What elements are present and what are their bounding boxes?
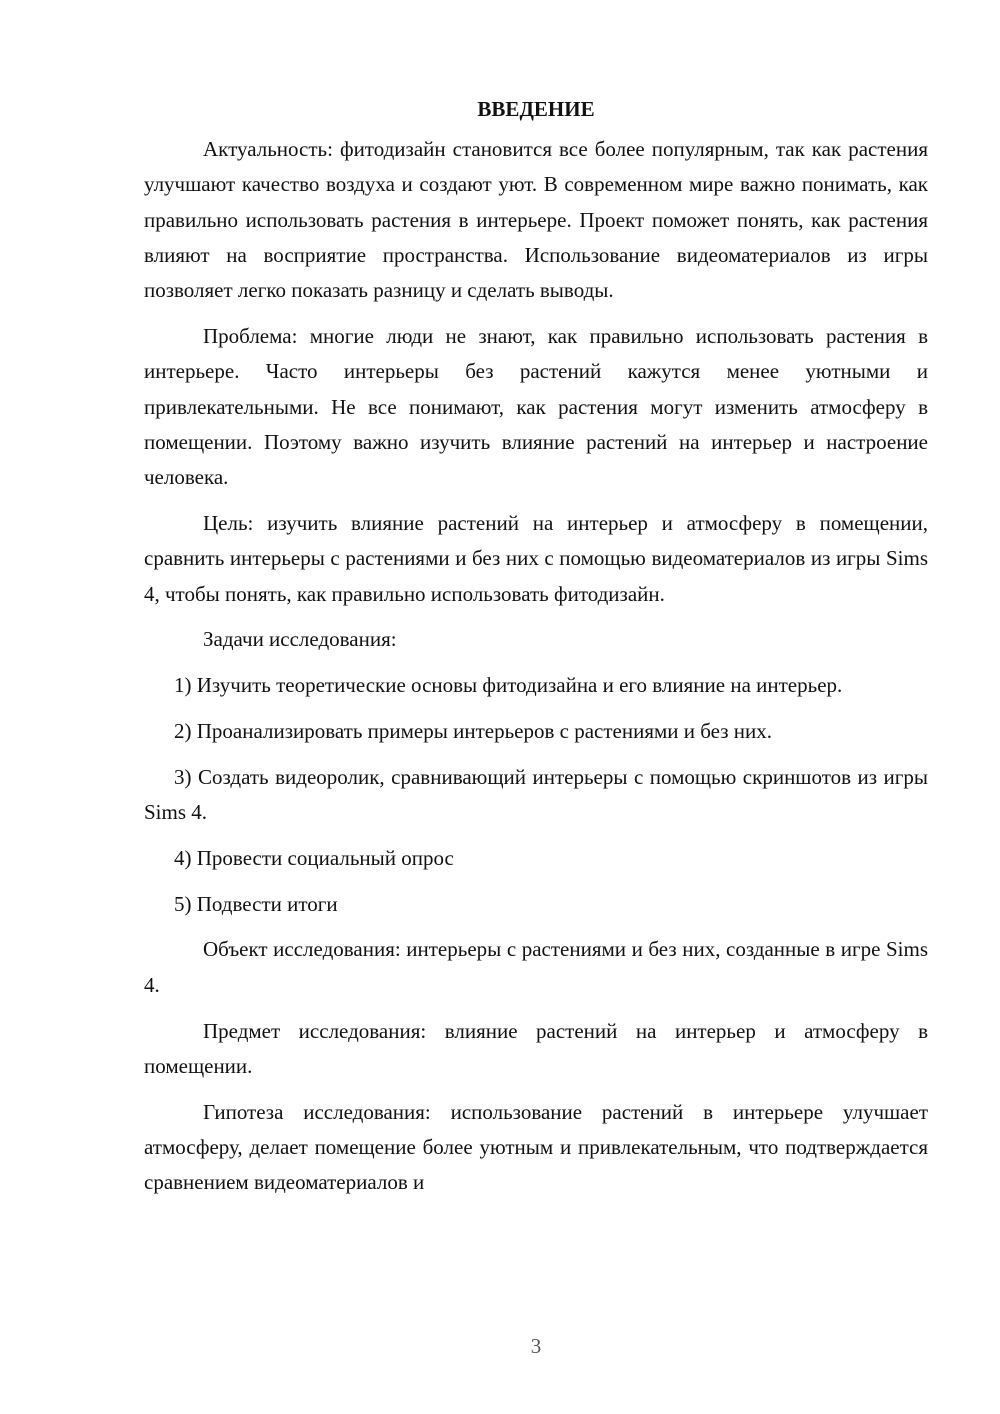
paragraph-problem: Проблема: многие люди не знают, как правильно использовать растения в интерьере. Часто интерьеры без растений кажутся менее уютными и привлекательными. Не все понимают, как растения могут изменить атмосферу в помещении. Поэтому важно изучить влияние растений на интерьер и настроение человека. <box>144 323 928 490</box>
task-item-5: 5) Подвести итоги <box>174 891 338 916</box>
task-item-1: 1) Изучить теоретические основы фитодизайна и его влияние на интерьер. <box>174 673 843 698</box>
section-title: ВВЕДЕНИЕ <box>477 97 595 121</box>
paragraph-goal: Цель: изучить влияние растений на интерьер и атмосферу в помещении, сравнить интерьеры с растениями и без них с помощью видеоматериалов из игры Sims 4, чтобы понять, как правильно использовать фитодизайн. <box>144 510 928 606</box>
page-content <box>144 94 928 1211</box>
paragraph-hypothesis: Гипотеза исследования: использование растений в интерьере улучшает атмосферу, делает помещение более уютным и привлекательным, что подтверждается сравнением видеоматериалов и <box>144 1099 928 1195</box>
task-item-2: 2) Проанализировать примеры интерьеров с растениями и без них. <box>174 718 772 743</box>
task-item-3: 3) Создать видеоролик, сравнивающий интерьеры с помощью скриншотов из игры Sims 4. <box>144 764 928 825</box>
paragraph-relevance: Актуальность: фитодизайн становится все более популярным, так как растения улучшают качество воздуха и создают уют. В современном мире важно понимать, как правильно использовать растения в интерьере. Проект поможет понять, как растения влияют на восприятие пространства. Использование видеоматериалов из игры позволяет легко показать разницу и сделать выводы. <box>144 137 928 303</box>
page-number: 3 <box>530 1334 542 1358</box>
task-item-4: 4) Провести социальный опрос <box>174 845 454 870</box>
paragraph-tasks-heading: Задачи исследования: <box>203 627 397 652</box>
paragraph-object: Объект исследования: интерьеры с растениями и без них, созданные в игре Sims 4. <box>144 937 928 997</box>
paragraph-subject: Предмет исследования: влияние растений на интерьер и атмосферу в помещении. <box>144 1018 928 1078</box>
